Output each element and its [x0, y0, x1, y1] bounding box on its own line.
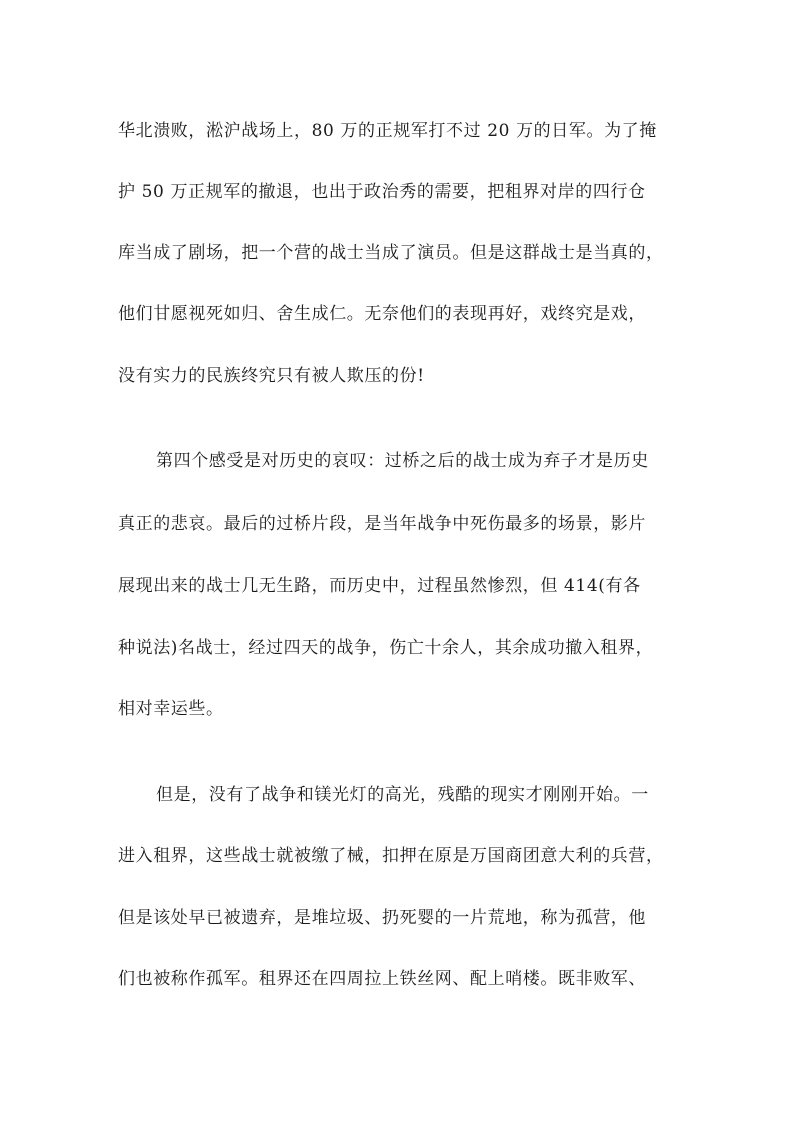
- paragraph-1-line-5: 没有实力的民族终究只有被人欺压的份!: [118, 366, 425, 386]
- paragraph-2-line-5: 相对幸运些。: [118, 699, 224, 719]
- paragraph-3-line-4: 们也被称作孤军。租界还在四周拉上铁丝网、配上哨楼。既非败军、: [118, 969, 646, 989]
- paragraph-2-line-1: 第四个感受是对历史的哀叹：过桥之后的战士成为弃子才是历史: [156, 451, 649, 471]
- paragraph-3-line-3: 但是该处早已被遗弃，是堆垃圾、扔死婴的一片荒地，称为孤营，他: [118, 908, 646, 928]
- paragraph-3-line-2: 进入租界，这些战士就被缴了械，扣押在原是万国商团意大利的兵营，: [118, 846, 664, 866]
- paragraph-1-line-3: 库当成了剧场，把一个营的战士当成了演员。但是这群战士是当真的，: [118, 243, 664, 263]
- paragraph-2-line-3: 展现出来的战士几无生路，而历史中，过程虽然惨烈，但 414(有各: [118, 576, 641, 596]
- paragraph-3-line-1: 但是，没有了战争和镁光灯的高光，残酷的现实才刚刚开始。一: [156, 785, 649, 805]
- paragraph-2-line-4: 种说法)名战士，经过四天的战争，伤亡十余人，其余成功撤入租界，: [118, 638, 654, 658]
- paragraph-2-line-2: 真正的悲哀。最后的过桥片段，是当年战争中死伤最多的场景，影片: [118, 514, 646, 534]
- paragraph-1-line-2: 护 50 万正规军的撤退，也出于政治秀的需要，把租界对岸的四行仓: [118, 182, 646, 202]
- paragraph-1-line-4: 他们甘愿视死如归、舍生成仁。无奈他们的表现再好，戏终究是戏，: [118, 304, 646, 324]
- paragraph-1-line-1: 华北溃败，淞沪战场上，80 万的正规军打不过 20 万的日军。为了掩: [118, 121, 657, 141]
